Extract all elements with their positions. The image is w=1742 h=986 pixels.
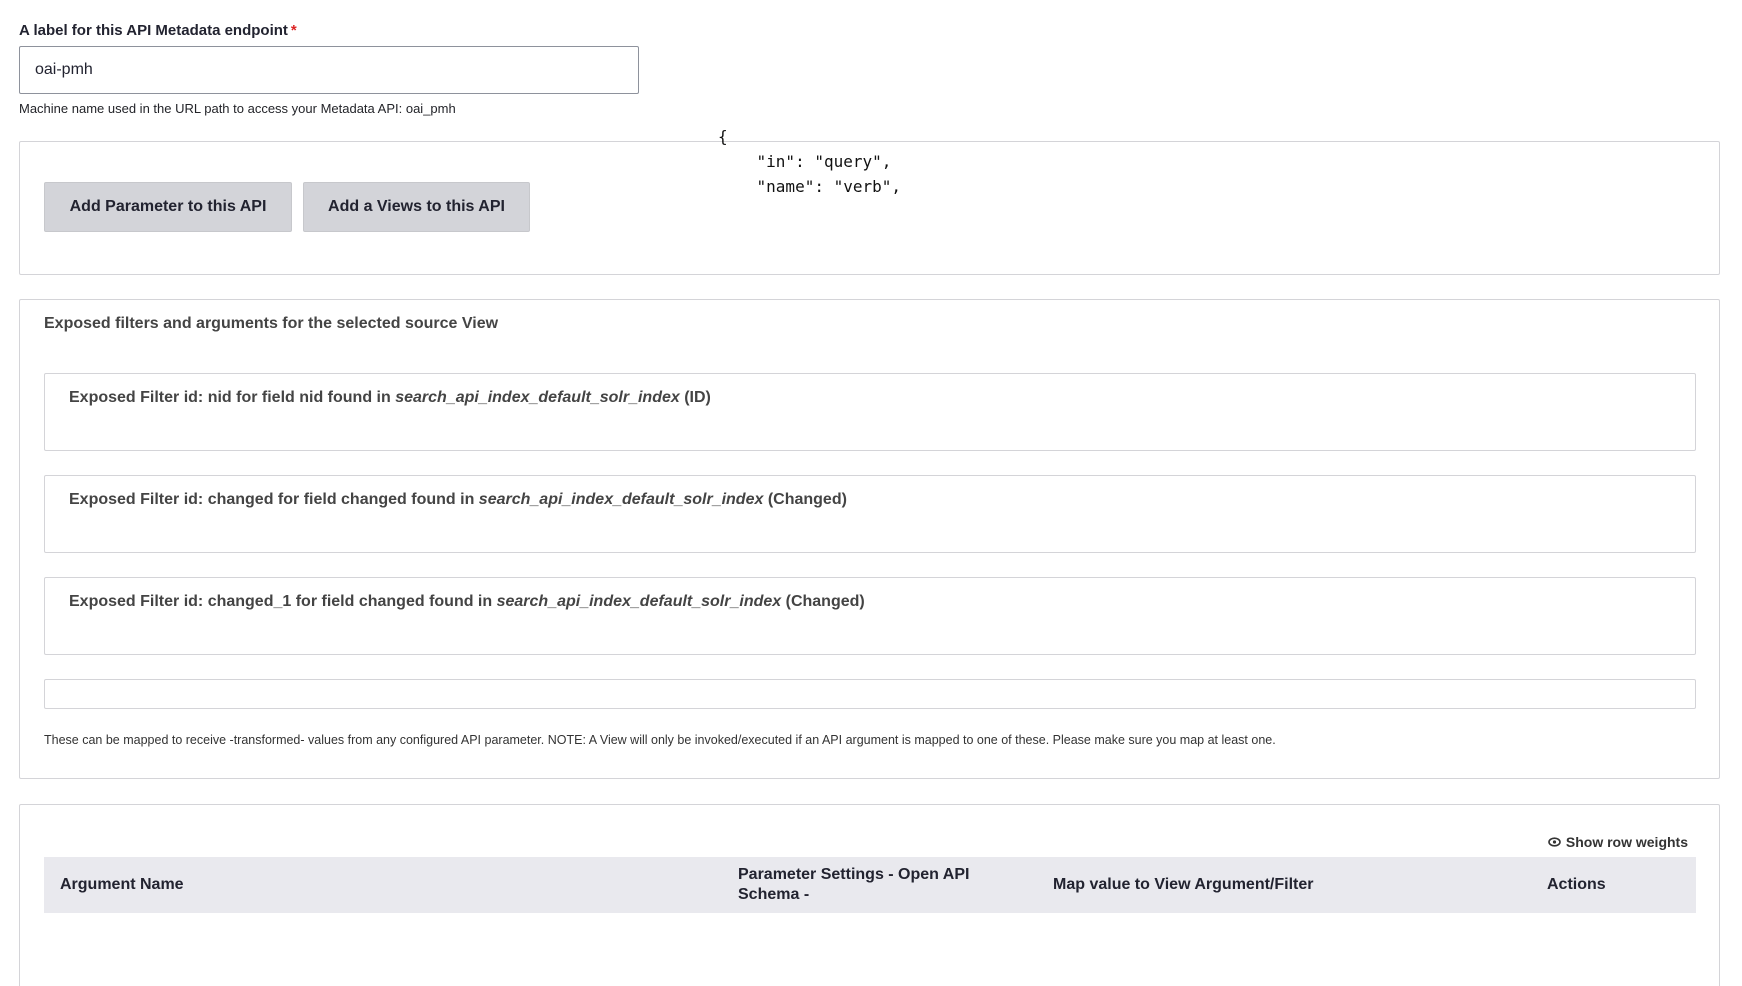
filter-prefix: Exposed Filter id: changed_1 for field changed found in [69,593,497,610]
filter-prefix: Exposed Filter id: nid for field nid found in [69,389,396,406]
machine-name-description: Machine name used in the URL path to access your Metadata API: oai_pmh [19,101,456,116]
filter-index: search_api_index_default_solr_index [478,491,764,508]
show-row-weights-label: Show row weights [1565,834,1688,850]
label-text: A label for this API Metadata endpoint [19,22,288,39]
filter-title [69,491,847,509]
exposed-filter-changed-1[interactable] [44,577,1696,655]
exposed-filters-note: These can be mapped to receive -transformed- values from any configured API parameter. NOTE: A View will only be invoked/executed if an API argument is mapped to one of these. Please make sure you map at least one. [44,733,1276,747]
label-input[interactable] [19,46,639,94]
add-views-button[interactable]: Add a Views to this API [303,182,530,232]
exposed-filter-changed[interactable] [44,475,1696,553]
header-map-value: Map value to View Argument/Filter [1053,876,1314,893]
filter-index: search_api_index_default_solr_index [496,593,782,610]
parameter-schema-code: { "in": "query", "name": "verb", [718,127,902,196]
exposed-filters-legend: Exposed filters and arguments for the selected source View [44,315,499,332]
label-form-item [19,20,719,118]
table-header [44,857,1696,913]
add-parameter-button[interactable]: Add Parameter to this API [44,182,292,232]
header-parameter-settings: Parameter Settings - Open API Schema - [738,866,970,903]
exposed-filter-nid[interactable] [44,373,1696,451]
empty-filter-box [44,679,1696,709]
show-row-weights-link[interactable] [1548,834,1688,850]
header-actions: Actions [1547,876,1606,893]
exposed-filters-fieldset [19,299,1720,779]
filter-suffix: (ID) [679,389,711,406]
parameters-table-fieldset [19,804,1720,986]
filter-suffix: (Changed) [763,491,847,508]
filter-title [69,593,865,611]
filter-prefix: Exposed Filter id: changed for field changed found in [69,491,479,508]
filter-title [69,389,711,407]
filter-suffix: (Changed) [781,593,865,610]
required-marker: * [290,22,297,39]
label-field-label [19,20,719,42]
filter-index: search_api_index_default_solr_index [395,389,680,406]
eye-icon [1548,834,1561,850]
header-argument-name: Argument Name [60,876,184,893]
